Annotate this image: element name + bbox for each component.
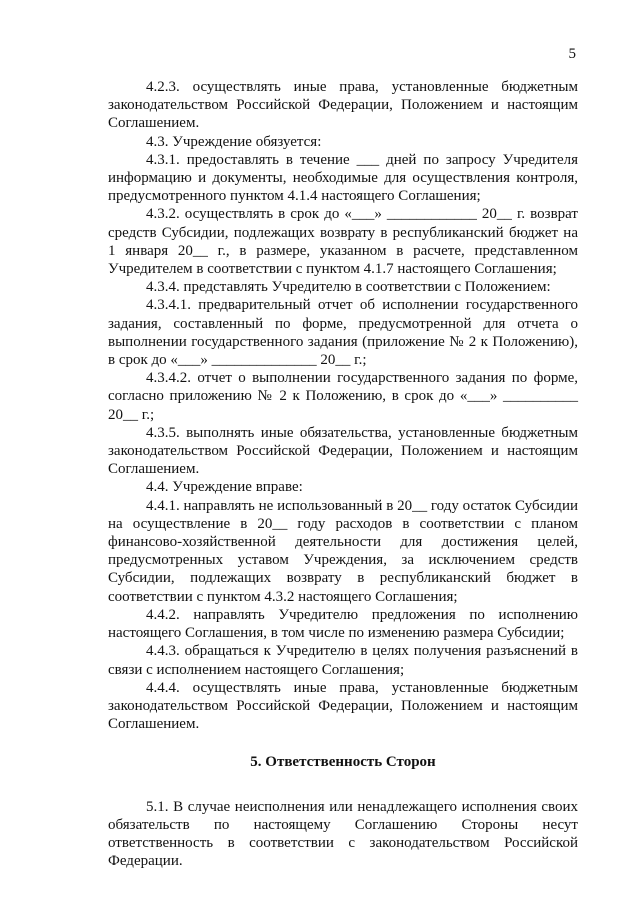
paragraph-4-3-4: 4.3.4. представлять Учредителю в соответствии с Положением:	[146, 279, 551, 296]
paragraph-4-4-3: 4.4.3. обращаться к Учредителю в целях получения разъяснений в связи с исполнением настоящего Соглашения;	[108, 643, 578, 678]
paragraph-4-3-1: 4.3.1. предоставлять в течение ___ дней по запросу Учредителя информацию и документы, необходимые для осуществления контроля, предусмотренного пунктом 4.1.4 настоящего Соглашения;	[108, 151, 578, 205]
page-number: 5	[568, 46, 576, 62]
paragraph-4-4-4: 4.4.4. осуществлять иные права, установленные бюджетным законодательством Российской Федерации, Положением и настоящим Соглашением.	[108, 679, 578, 733]
paragraph-4-3-5: 4.3.5. выполнять иные обязательства, установленные бюджетным законодательством Российской Федерации, Положением и настоящим Соглашением.	[108, 424, 578, 478]
section-heading: 5. Ответственность Сторон	[250, 754, 436, 771]
paragraph-4-3-4-1: 4.3.4.1. предварительный отчет об исполнении государственного задания, составленный по форме, предусмотренной для отчета о выполнении государственного задания (приложение № 2 к Положению), в срок до «___» ______________ 20__ г.;	[108, 297, 578, 369]
paragraph-4-3: 4.3. Учреждение обязуется:	[146, 133, 322, 150]
paragraph-4-3-2: 4.3.2. осуществлять в срок до «___» ____________ 20__ г. возврат средств Субсидии, подлежащих возврату в республиканский бюджет на 1 января 20__ г., в размере, указанном в расчете, представленном Учредителем в соответствии с пунктом 4.1.7 настоящего Соглашения;	[108, 206, 578, 278]
paragraph-5-1: 5.1. В случае неисполнения или ненадлежащего исполнения своих обязательств по настоящему Соглашению Стороны несут ответственность в соответствии с законодательством Российской Федерации.	[108, 798, 578, 870]
paragraph-4-4-1: 4.4.1. направлять не использованный в 20__ году остаток Субсидии на осуществление в 20__ году расходов в соответствии с планом финансово-хозяйственной деятельности для достижения целей, предусмотренных уставом Учреждения, за исключением средств Субсидии, подлежащих возврату в республиканский бюджет в соответствии с пунктом 4.3.2 настоящего Соглашения;	[108, 497, 578, 605]
paragraph-4-3-4-2: 4.3.4.2. отчет о выполнении государственного задания по форме, согласно приложению № 2 к Положению, в срок до «___» __________ 20__ г.;	[108, 370, 578, 423]
document-body	[108, 78, 578, 870]
paragraph-4-2-3: 4.2.3. осуществлять иные права, установленные бюджетным законодательством Российской Федерации, Положением и настоящим Соглашением.	[108, 79, 578, 132]
paragraph-4-4: 4.4. Учреждение вправе:	[146, 479, 303, 496]
paragraph-4-4-2: 4.4.2. направлять Учредителю предложения по исполнению настоящего Соглашения, в том числе по изменению размера Субсидии;	[108, 606, 578, 642]
